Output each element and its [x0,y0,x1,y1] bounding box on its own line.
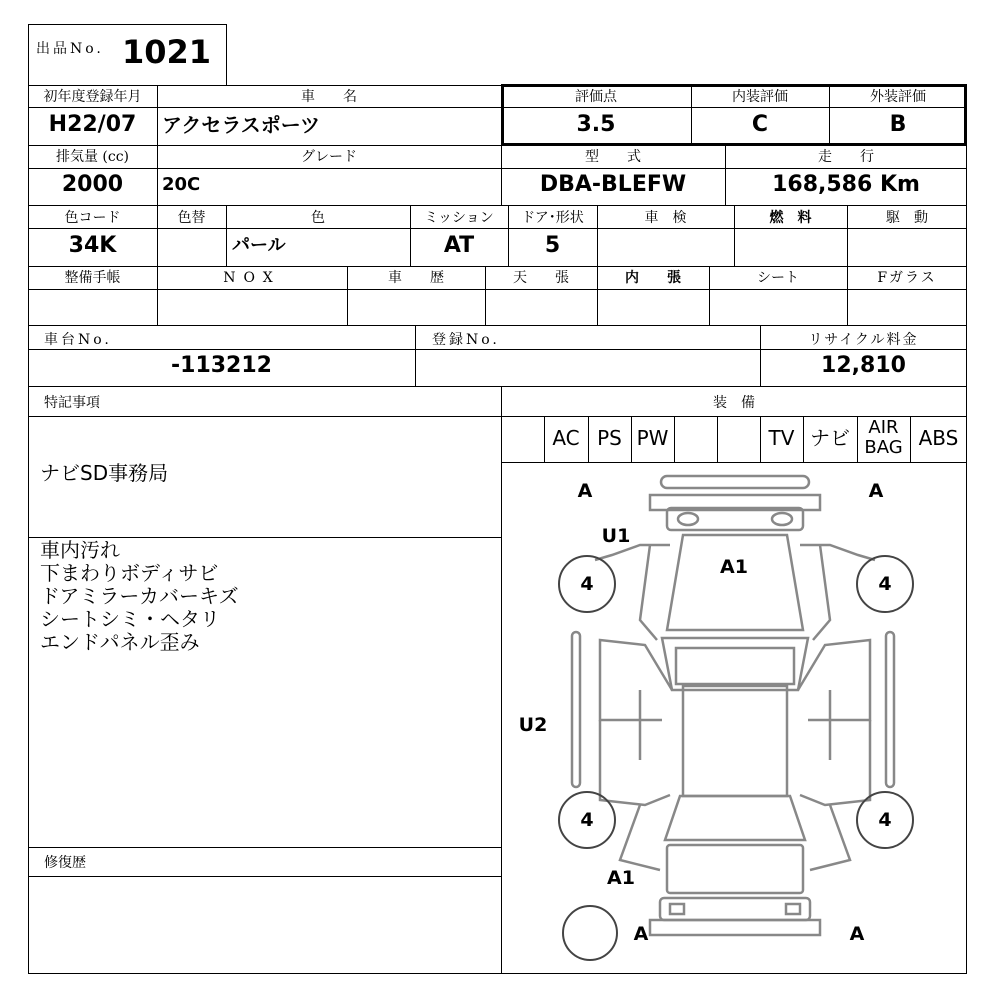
model-value: DBA-BLEFW [539,172,687,197]
score-value: 3.5 [576,112,616,137]
lot-number: 1021 [122,33,212,71]
mark-windshield-left: U1 [601,525,631,547]
mark-tire-rl: 4 [580,809,594,831]
interior-value: C [751,112,769,137]
model-label: 型 式 [585,149,641,165]
reg-no-label: 登録No. [432,332,500,348]
displacement-label: 排気量 (cc) [55,149,130,165]
fuel-label: 燃 料 [769,210,812,226]
mark-left-side: U2 [518,714,548,736]
nox-label: NOX [223,270,281,286]
door-label: ドア･形状 [521,210,584,226]
mark-rear-left: A1 [607,867,635,889]
first-reg-label: 初年度登録年月 [43,89,142,105]
notes-line-1: ナビSD事務局 [40,461,169,485]
inspection-label: 車 検 [644,210,687,226]
glass-label: Fガラス [877,270,937,286]
mark-front-right: A [868,480,884,502]
color-change-label: 色替 [177,210,206,226]
lot-number-label: 出品No. [36,41,104,57]
equipment-label: 装 備 [713,395,755,411]
chassis-label: 車台No. [44,332,112,348]
equipment-pw: PW [636,426,669,450]
mission-label: ミッション [424,210,494,226]
notes-line: 車内汚れ [40,538,120,562]
recycle-label: リサイクル料金 [808,332,919,348]
mileage-label: 走 行 [818,149,874,165]
notes-line: エンドパネル歪み [40,630,200,654]
equipment-tv: TV [768,426,795,450]
mark-rear-bumper-left: A [633,923,649,945]
grade-value: 20C [162,174,201,195]
repair-history-label: 修復歴 [44,855,86,871]
notes-line: シートシミ・ヘタリ [40,607,220,631]
drive-label: 駆 動 [886,210,928,226]
interior-label: 内装評価 [732,89,788,105]
seat-label: シート [757,270,799,286]
score-label: 評価点 [575,89,617,105]
exterior-value: B [889,112,907,137]
notes-label: 特記事項 [44,395,100,411]
car-name-value: アクセラスポーツ [162,113,320,137]
exterior-label: 外装評価 [870,89,926,105]
mark-tire-fl: 4 [580,573,594,595]
mileage-value: 168,586 Km [772,172,920,197]
ceiling-label: 天 張 [513,270,569,286]
first-reg-value: H22/07 [48,112,137,137]
color-label: 色 [311,210,325,226]
recycle-value: 12,810 [821,353,906,378]
equipment-ps: PS [597,426,622,450]
inner-label: 内 張 [625,270,681,286]
notes-line: ドアミラーカバーキズ [40,584,239,608]
mark-rear-bumper-right: A [849,923,865,945]
color-value: パール [232,235,286,256]
door-value: 5 [544,233,561,258]
color-code-label: 色コード [64,210,121,226]
mark-front-left: A [577,480,593,502]
mark-tire-fr: 4 [878,573,892,595]
maintenance-label: 整備手帳 [64,270,121,286]
equipment-navi: ナビ [810,426,850,450]
mark-tire-rr: 4 [878,809,892,831]
displacement-value: 2000 [61,172,124,197]
notes-line: 下まわりボディサビ [40,561,219,585]
history-label: 車 歴 [388,270,444,286]
chassis-value: -113212 [171,353,272,378]
equipment-abs: ABS [918,426,959,450]
equipment-airbag: AIR BAG [864,417,903,458]
equipment-ac: AC [552,426,580,450]
color-code-value: 34K [68,233,117,258]
grade-label: グレード [301,149,357,165]
car-name-label: 車 名 [301,89,357,105]
mark-windshield: A1 [720,556,748,578]
car-diagram [501,462,967,974]
mission-value: AT [443,233,475,258]
